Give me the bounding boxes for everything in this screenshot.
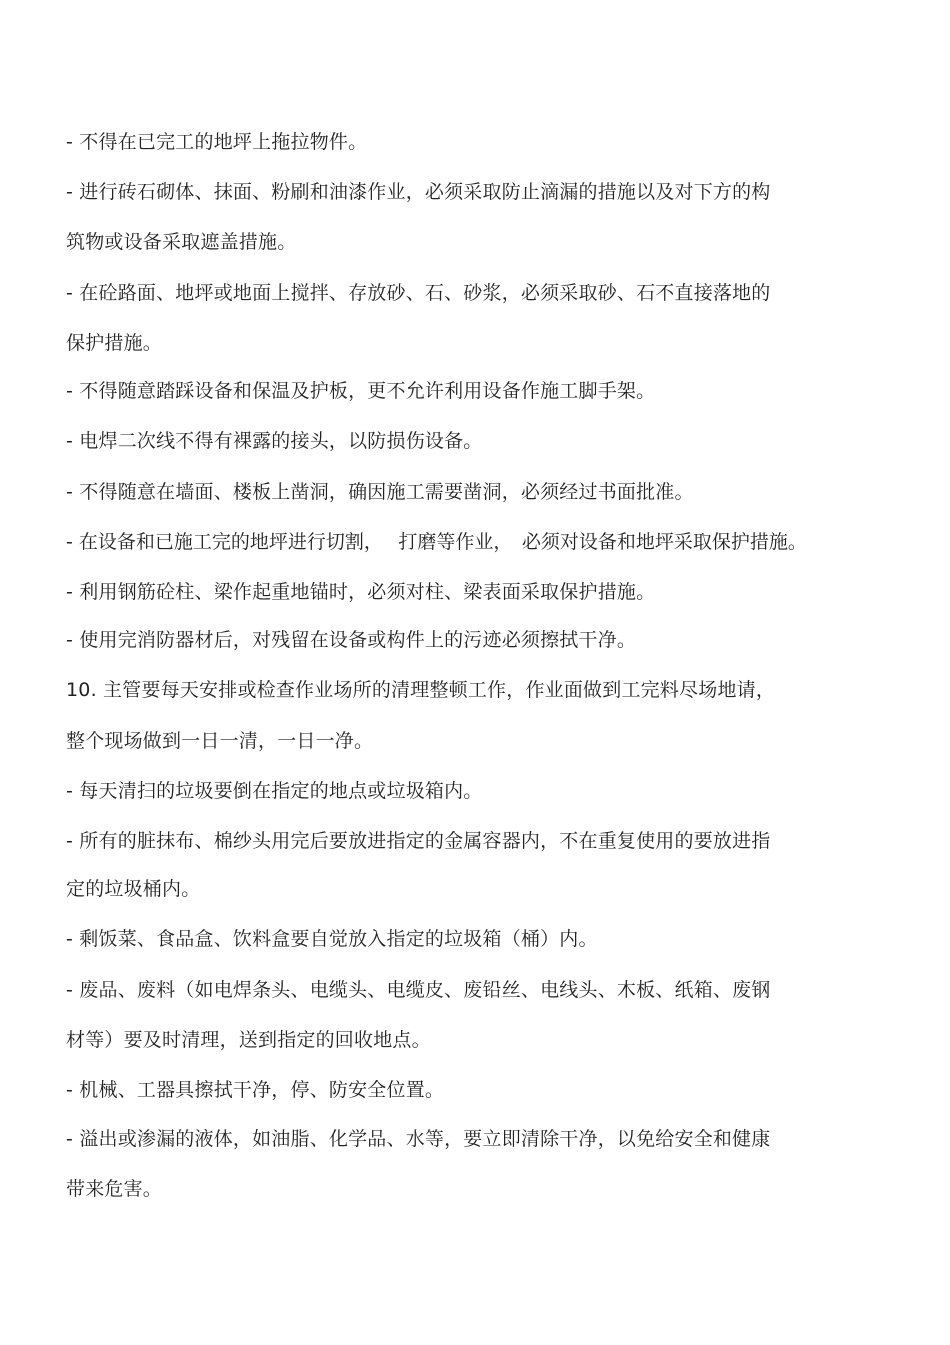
text-line: - 剩饭菜、食品盒、饮料盒要自觉放入指定的垃圾箱（桶）内。 — [66, 928, 598, 950]
text-line: - 溢出或渗漏的液体，如油脂、化学品、水等，要立即清除干净，以免给安全和健康 — [66, 1128, 771, 1150]
text-line: 10. 主管要每天安排或检查作业场所的清理整顿工作，作业面做到工完料尽场地请， — [66, 679, 776, 701]
text-line: - 不得在已完工的地坪上拖拉物件。 — [66, 131, 368, 153]
text-line: - 每天清扫的垃圾要倒在指定的地点或垃圾箱内。 — [66, 780, 483, 802]
text-line: - 不得随意踏踩设备和保温及护板，更不允许利用设备作施工脚手架。 — [66, 380, 656, 402]
text-line: 定的垃圾桶内。 — [66, 878, 201, 900]
text-line: - 机械、工器具擦拭干净，停、防安全位置。 — [66, 1079, 445, 1101]
text-line: 筑物或设备采取遮盖措施。 — [66, 231, 297, 253]
text-line: - 不得随意在墙面、楼板上凿洞，确因施工需要凿洞，必须经过书面批准。 — [66, 481, 694, 503]
text-line: - 使用完消防器材后，对残留在设备或构件上的污迹必须擦拭干净。 — [66, 629, 637, 651]
text-line: - 所有的脏抹布、棉纱头用完后要放进指定的金属容器内，不在重复使用的要放进指 — [66, 830, 771, 852]
text-line: 材等）要及时清理，送到指定的回收地点。 — [66, 1029, 431, 1051]
text-line: 整个现场做到一日一清，一日一净。 — [66, 730, 374, 752]
text-line: - 电焊二次线不得有裸露的接头，以防损伤设备。 — [66, 430, 483, 452]
text-line: - 在砼路面、地坪或地面上搅拌、存放砂、石、砂浆，必须采取砂、石不直接落地的 — [66, 282, 771, 304]
text-line: 保护措施。 — [66, 332, 163, 354]
text-line: - 在设备和已施工完的地坪进行切割， 打磨等作业， 必须对设备和地坪采取保护措施。 — [66, 531, 807, 553]
text-line: 带来危害。 — [66, 1178, 163, 1200]
text-line: - 利用钢筋砼柱、梁作起重地锚时，必须对柱、梁表面采取保护措施。 — [66, 581, 656, 603]
text-line: - 废品、废料（如电焊条头、电缆头、电缆皮、废铅丝、电线头、木板、纸箱、废钢 — [66, 979, 771, 1001]
text-line: - 进行砖石砌体、抹面、粉刷和油漆作业，必须采取防止滴漏的措施以及对下方的构 — [66, 181, 771, 203]
